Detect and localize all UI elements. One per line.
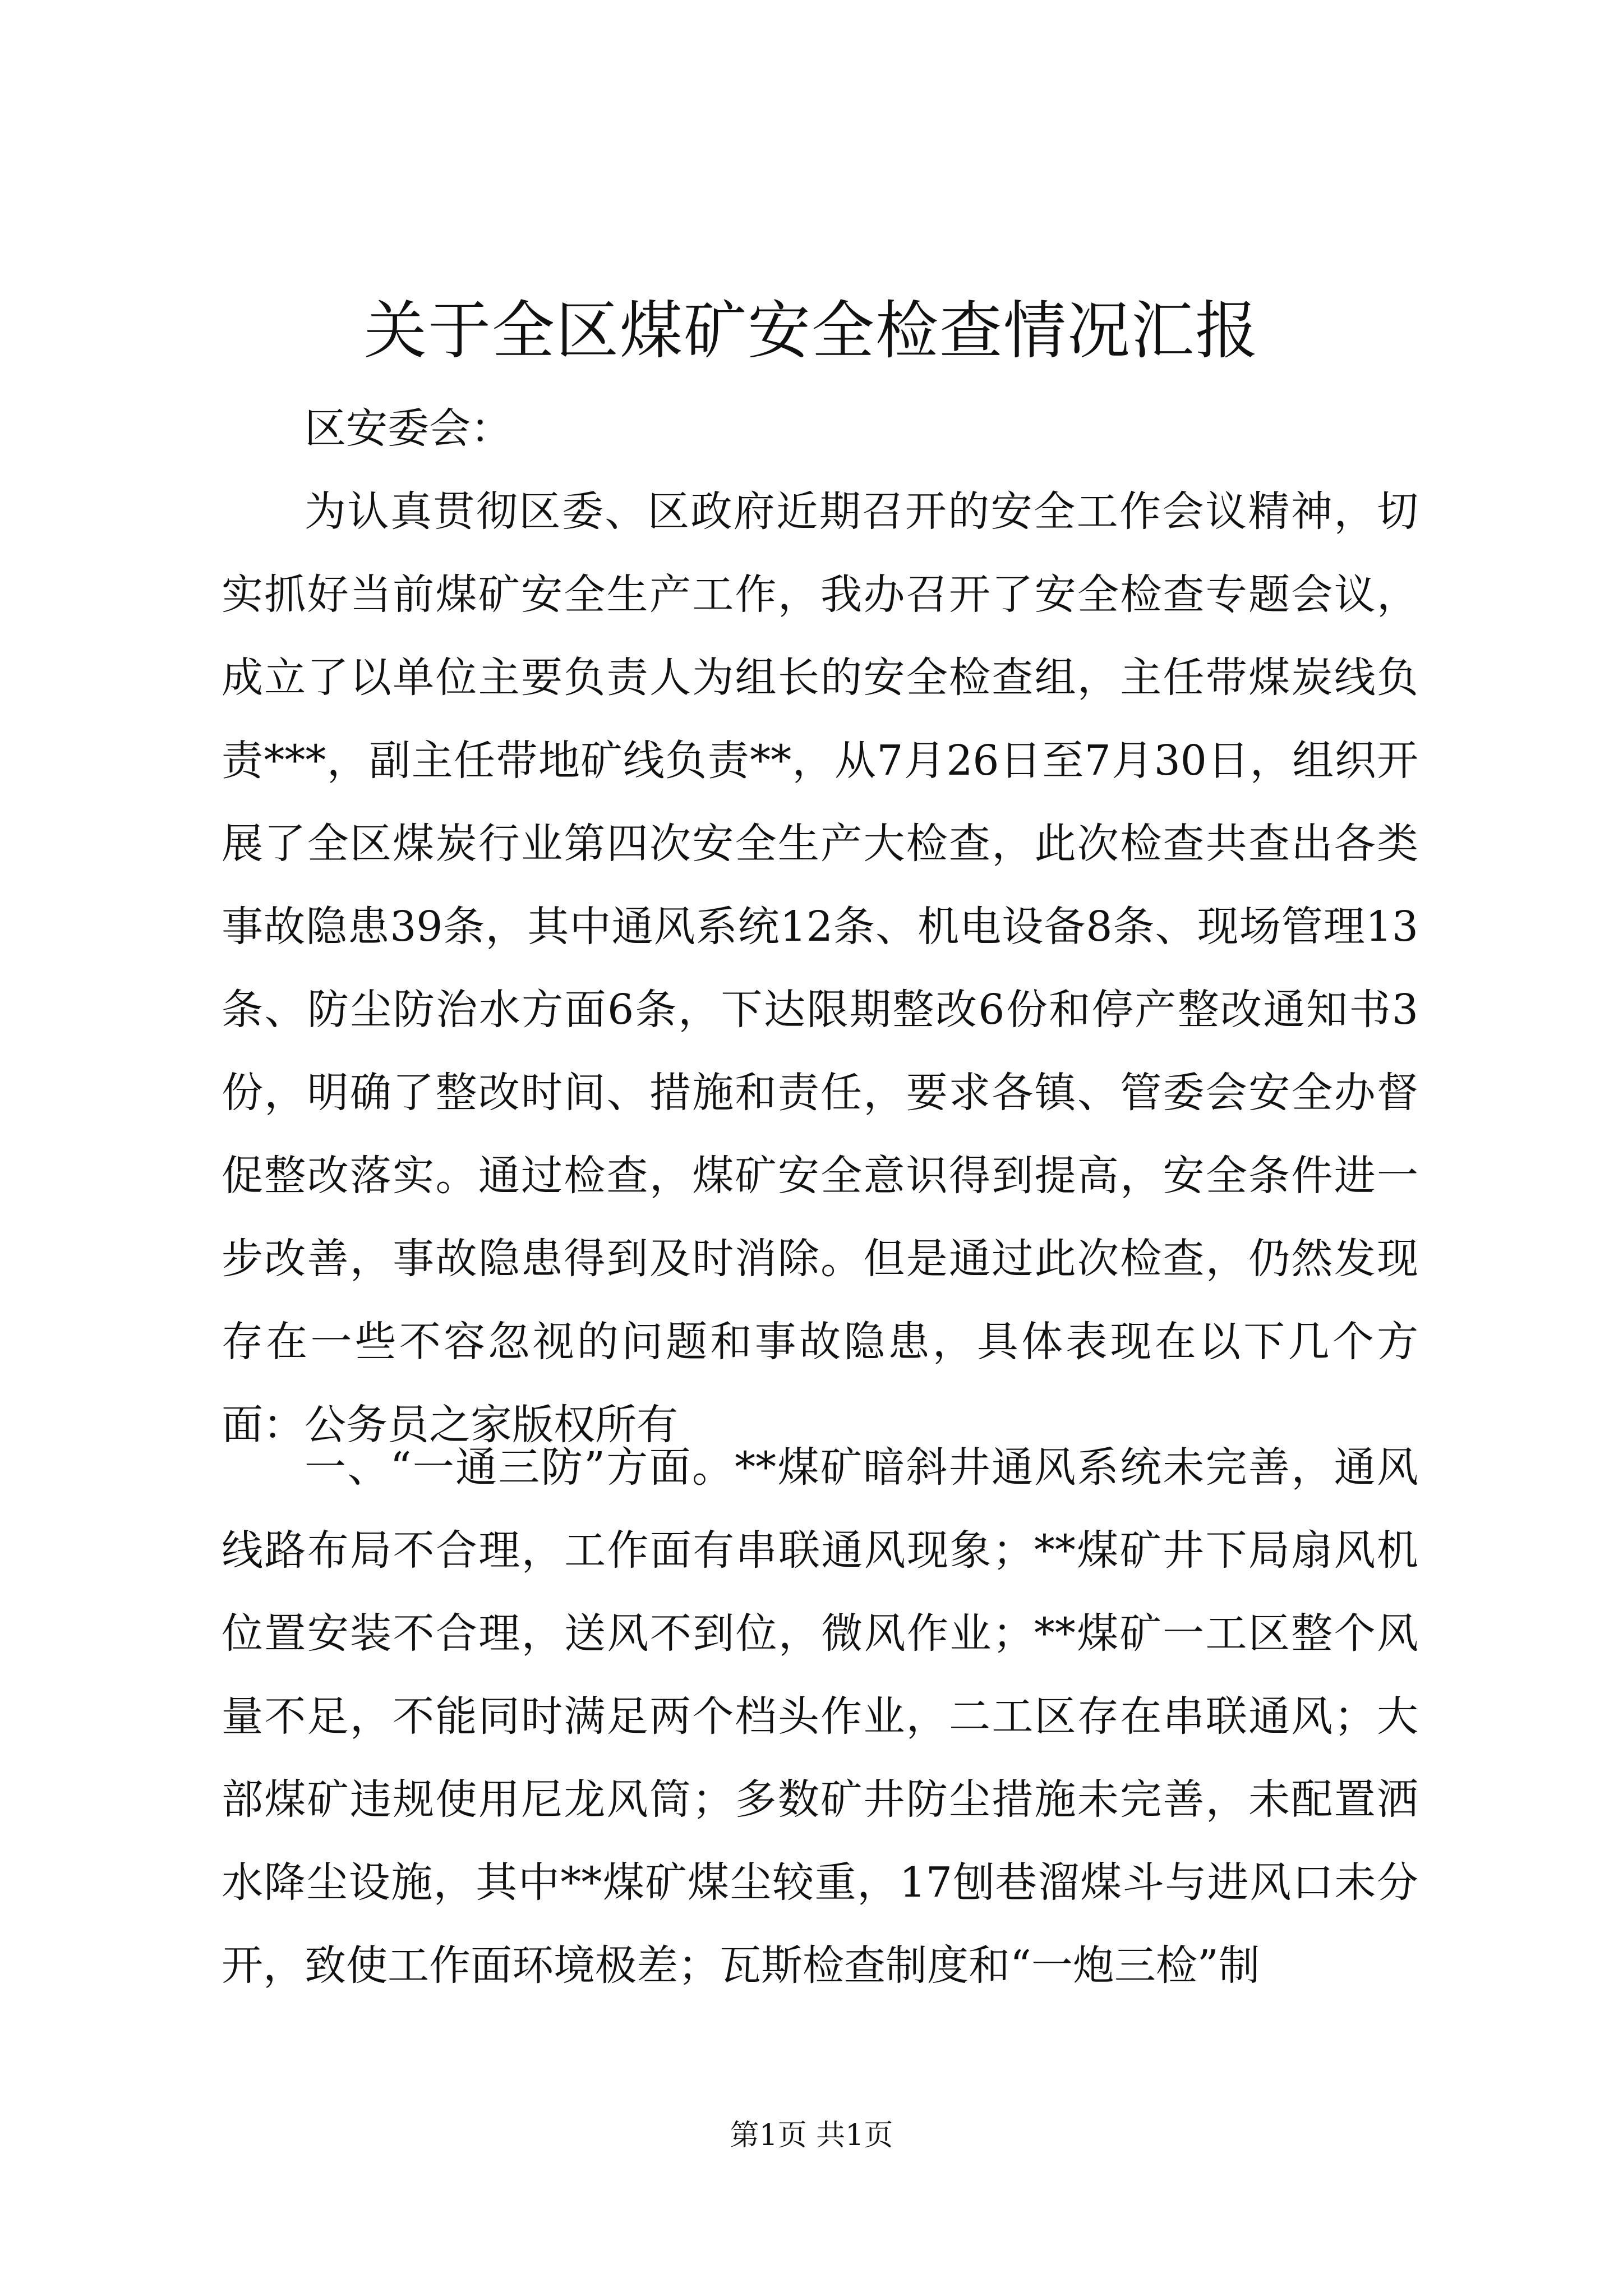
paragraph-2: 一、“一通三防”方面。**煤矿暗斜井通风系统未完善，通风线路布局不合理，工作面有串联通风现象；**煤矿井下局扇风机位置安装不合理，送风不到位，微风作业；**煤矿一工区整个风量不足，不能同时满足两个档头作业，二工区存在串联通风；大部煤矿违规使用尼龙风筒；多数矿井防尘措施未完善，未配置洒水降尘设施，其中**煤矿煤尘较重，17刨巷溜煤斗与进风口未分开，致使工作面环境极差；瓦斯检查制度和“一炮三检”制 xyxy=(222,1443,1418,1990)
page-footer: 第1页 共1页 xyxy=(730,2119,893,2152)
salutation: 区安委会： xyxy=(305,404,512,453)
paragraph-1: 为认真贯彻区委、区政府近期召开的安全工作会议精神，切实抓好当前煤矿安全生产工作，我办召开了安全检查专题会议，成立了以单位主要负责人为组长的安全检查组，主任带煤炭线负责***，副主任带地矿线负责**，从7月26日至7月30日，组织开展了全区煤炭行业第四次安全生产大检查，此次检查共查出各类事故隐患39条，其中通风系统12条、机电设备8条、现场管理13条、防尘防治水方面6条，下达限期整改6份和停产整改通知书3份，明确了整改时间、措施和责任，要求各镇、管委会安全办督促整改落实。通过检查，煤矿安全意识得到提高，安全条件进一步改善，事故隐患得到及时消除。但是通过此次检查，仍然发现存在一些不容忽视的问题和事故隐患，具体表现在以下几个方面：公务员之家版权所有 xyxy=(222,487,1418,1449)
document-title: 关于全区煤矿安全检查情况汇报 xyxy=(364,295,1259,367)
